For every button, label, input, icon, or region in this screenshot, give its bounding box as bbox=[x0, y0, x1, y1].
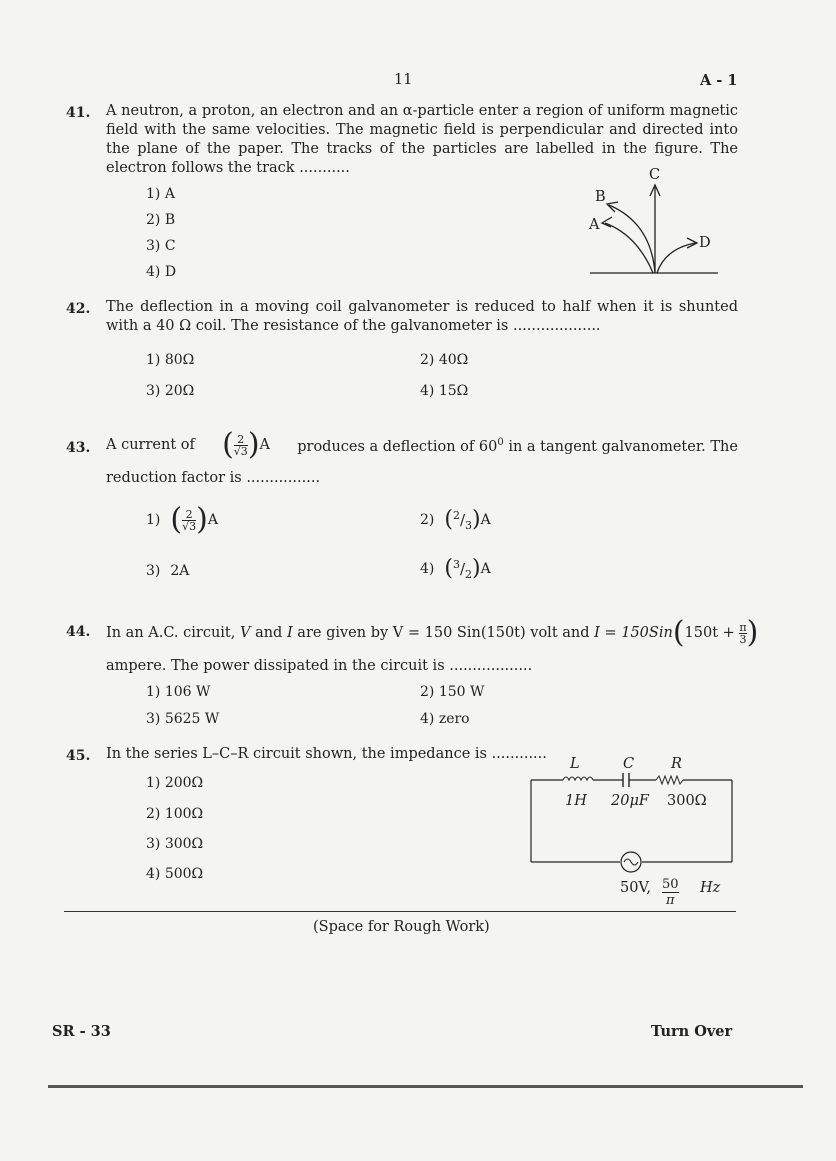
track-label-b: B bbox=[595, 189, 606, 205]
q41-option-1[interactable]: 1) A bbox=[146, 186, 175, 202]
q44-phase-argument: 150t + bbox=[684, 624, 735, 641]
q43-option-4-numerator: 3 bbox=[452, 557, 460, 571]
q44-three: 3 bbox=[739, 632, 747, 646]
q43-option-3-value: 2A bbox=[170, 563, 190, 579]
q41-option-2[interactable]: 2) B bbox=[146, 212, 176, 228]
q43-current-unit: A bbox=[259, 437, 271, 453]
q43-option-3-label: 3) bbox=[146, 563, 161, 579]
q45-option-2[interactable]: 2) 100Ω bbox=[146, 806, 204, 822]
booklet-code: A - 1 bbox=[700, 72, 738, 89]
q43-option-1-label: 1) bbox=[146, 512, 161, 528]
q43-degree: 0 bbox=[497, 437, 504, 449]
page-number: 11 bbox=[394, 72, 413, 88]
question-44-line-1: In an A.C. circuit, V and I are given by V = 150 Sin(150t) volt and I = 150Sin ( 150t + $\frac{\pi}{3}$ ) bbox=[106, 615, 759, 650]
question-43-line-2: reduction factor is ................ bbox=[106, 470, 321, 486]
question-43-line-1 bbox=[106, 425, 738, 465]
q43-option-2-numerator: 2 bbox=[452, 508, 460, 522]
q44-option-4[interactable]: 4) zero bbox=[420, 711, 470, 727]
source-voltage: 50V, bbox=[620, 880, 651, 896]
q45-option-1[interactable]: 1) 200Ω bbox=[146, 775, 204, 791]
question-44-line-2: ampere. The power dissipated in the circuit is .................. bbox=[106, 658, 533, 674]
capacitance-value: 20μF bbox=[611, 793, 649, 809]
q43-option-4[interactable]: 4) ( $^3/_2$ ) A bbox=[420, 556, 491, 581]
q45-option-3[interactable]: 3) 300Ω bbox=[146, 836, 204, 852]
q44-option-2[interactable]: 2) 150 W bbox=[420, 684, 485, 700]
q44-pi: π bbox=[739, 620, 747, 634]
q43-option-4-label: 4) bbox=[420, 561, 435, 577]
q43-option-4-unit: A bbox=[480, 561, 491, 577]
q42-option-2[interactable]: 2) 40Ω bbox=[420, 352, 469, 368]
q43-option-1-numerator: 2 bbox=[185, 507, 193, 521]
source-frequency-fraction bbox=[662, 877, 679, 908]
footer-code: SR - 33 bbox=[52, 1023, 111, 1040]
lcr-circuit-diagram bbox=[528, 770, 738, 870]
circuit-label-l: L bbox=[570, 756, 580, 772]
track-label-d: D bbox=[699, 235, 711, 251]
q44-symbol-v: V bbox=[239, 624, 251, 641]
q44-text-a: In an A.C. circuit, bbox=[106, 624, 236, 641]
question-41-text: A neutron, a proton, an electron and an α-particle enter a region of uniform magnetic field with the same velocities. The magnetic field is perpendicular and directed into the plane of the paper. The tracks of the particles are labelled in the figure. The electron follows the track ........... bbox=[106, 103, 738, 176]
q43-current-numerator: 2 bbox=[237, 432, 245, 446]
turn-over-label: Turn Over bbox=[651, 1023, 733, 1040]
frequency-unit: Hz bbox=[700, 880, 721, 896]
frequency-denominator: π bbox=[662, 892, 679, 908]
rough-work-label: (Space for Rough Work) bbox=[313, 919, 490, 935]
question-44-number: 44. bbox=[66, 624, 91, 640]
q45-option-4[interactable]: 4) 500Ω bbox=[146, 866, 204, 882]
q43-deflection-text: produces a deflection of 60 bbox=[297, 438, 498, 455]
q43-current-expression: ( $\frac{2}{√3}$ )A bbox=[222, 427, 271, 462]
q44-option-1[interactable]: 1) 106 W bbox=[146, 684, 211, 700]
q44-text-and: and bbox=[255, 624, 283, 641]
q44-text-given-by: are given by bbox=[297, 624, 389, 641]
question-43-number: 43. bbox=[66, 440, 91, 456]
question-45-text: In the series L–C–R circuit shown, the impedance is ............ bbox=[106, 746, 547, 762]
q43-text-tail: in a tangent galvanometer. The bbox=[508, 438, 738, 455]
q44-current-equation: I = 150Sin bbox=[594, 624, 673, 641]
q41-option-4[interactable]: 4) D bbox=[146, 264, 177, 280]
q43-current-denominator: √3 bbox=[233, 444, 248, 458]
q43-option-3[interactable] bbox=[146, 563, 189, 579]
q43-option-4-denominator: 2 bbox=[465, 567, 473, 581]
q43-option-1-unit: A bbox=[207, 512, 218, 528]
track-label-a: A bbox=[589, 217, 600, 233]
q43-option-1[interactable]: 1) ( $\frac{2}{√3}$ ) A bbox=[146, 502, 218, 537]
q42-option-3[interactable]: 3) 20Ω bbox=[146, 383, 195, 399]
q42-option-1[interactable]: 1) 80Ω bbox=[146, 352, 195, 368]
question-45-number: 45. bbox=[66, 748, 91, 764]
q44-symbol-i: I bbox=[286, 624, 293, 641]
question-42-text: The deflection in a moving coil galvanometer is reduced to half when it is shunted with a 40 Ω coil. The resistance of the galvanometer is ................... bbox=[106, 299, 738, 334]
circuit-label-r: R bbox=[671, 756, 682, 772]
inductance-value: 1H bbox=[565, 793, 587, 809]
rough-work-divider bbox=[64, 911, 736, 912]
q44-option-3[interactable]: 3) 5625 W bbox=[146, 711, 220, 727]
q43-option-2-denominator: 3 bbox=[465, 518, 473, 532]
frequency-numerator: 50 bbox=[662, 877, 679, 892]
q44-voltage-equation: V = 150 Sin(150t) volt and bbox=[392, 624, 590, 641]
q43-option-1-denominator: √3 bbox=[182, 519, 197, 533]
q43-option-2[interactable]: 2) ( $^2/_3$ ) A bbox=[420, 507, 491, 532]
bottom-edge-line bbox=[48, 1085, 803, 1088]
track-label-c: C bbox=[649, 167, 661, 183]
q43-text-before: A current of bbox=[106, 436, 195, 453]
question-41-number: 41. bbox=[66, 105, 91, 121]
resistance-value: 300Ω bbox=[667, 793, 707, 809]
circuit-label-c: C bbox=[623, 756, 635, 772]
q43-option-2-label: 2) bbox=[420, 512, 435, 528]
q43-text-after bbox=[297, 433, 738, 457]
q42-option-4[interactable]: 4) 15Ω bbox=[420, 383, 469, 399]
question-42-number: 42. bbox=[66, 301, 91, 317]
q43-option-2-unit: A bbox=[480, 512, 491, 528]
q41-option-3[interactable]: 3) C bbox=[146, 238, 176, 254]
